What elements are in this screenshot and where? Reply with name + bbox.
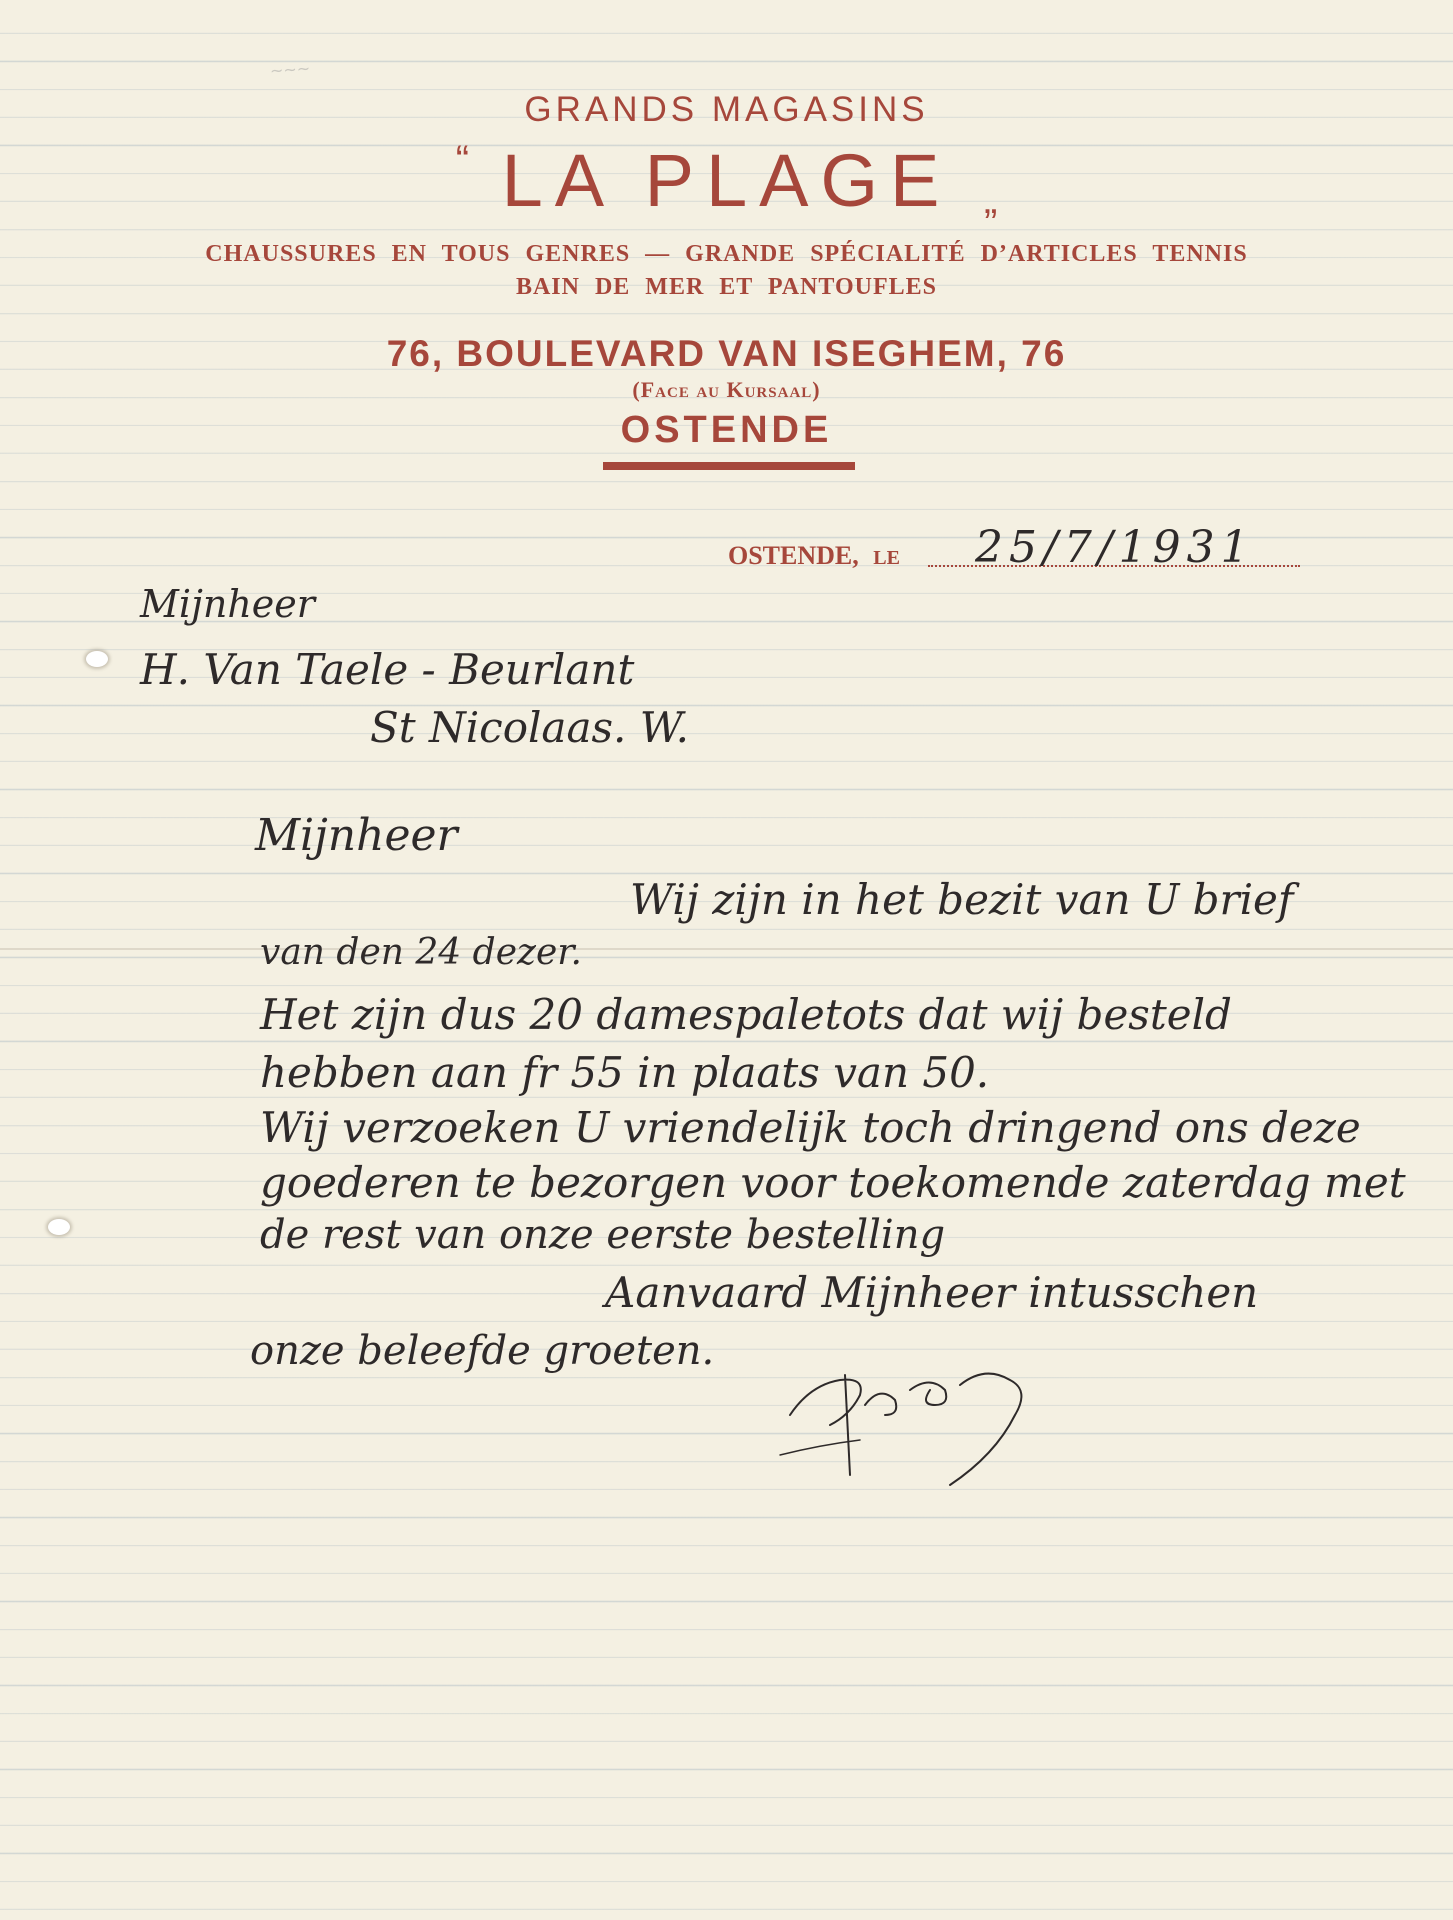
punch-hole bbox=[86, 651, 108, 667]
date-city: OSTENDE, bbox=[728, 541, 859, 570]
company-address: 76, BOULEVARD VAN ISEGHEM, 76 bbox=[386, 333, 1067, 374]
date-label bbox=[728, 541, 900, 571]
tagline-line2: BAIN DE MER ET PANTOUFLES bbox=[515, 274, 938, 300]
letter-closing: Aanvaard Mijnheer intusschen bbox=[605, 1268, 1259, 1317]
tagline-line1: CHAUSSURES EN TOUS GENRES — GRANDE SPÉCIALITÉ D’ARTICLES TENNIS bbox=[205, 241, 1248, 267]
quote-close: „ bbox=[983, 178, 998, 222]
recipient-town: St Nicolaas. W. bbox=[370, 703, 689, 752]
signature-icon bbox=[770, 1345, 1100, 1495]
letter-line: Het zijn dus 20 damespaletots dat wij besteld bbox=[260, 990, 1232, 1039]
recipient-salutation: Mijnheer bbox=[140, 582, 315, 626]
company-name-line bbox=[0, 138, 1453, 223]
punch-hole bbox=[48, 1219, 70, 1235]
letter-line: de rest van onze eerste bestelling bbox=[260, 1212, 946, 1258]
recipient-name: H. Van Taele - Beurlant bbox=[140, 645, 635, 694]
pencil-mark: ~~~ bbox=[269, 58, 311, 81]
date-value: 25/7/1931 bbox=[975, 522, 1255, 573]
fold-line bbox=[0, 948, 1453, 950]
letterhead-rule bbox=[603, 462, 855, 470]
letter-line: hebben aan fr 55 in plaats van 50. bbox=[260, 1048, 990, 1097]
letter-line: Wij verzoeken U vriendelijk toch dringend ons deze bbox=[260, 1103, 1361, 1152]
letter-closing: onze beleefde groeten. bbox=[250, 1328, 715, 1374]
letter-line: Wij zijn in het bezit van U brief bbox=[630, 875, 1294, 924]
date-le: LE bbox=[873, 547, 900, 569]
company-city: OSTENDE bbox=[620, 409, 833, 451]
quote-open: “ bbox=[455, 138, 470, 182]
letter-line: van den 24 dezer. bbox=[260, 932, 582, 973]
company-prefix: GRANDS MAGASINS bbox=[524, 90, 929, 129]
letter-line: goederen te bezorgen voor toekomende zaterdag met bbox=[260, 1158, 1406, 1207]
company-name: LA PLAGE bbox=[501, 139, 952, 222]
address-note: (Face au Kursaal) bbox=[632, 377, 821, 402]
letter-salutation: Mijnheer bbox=[255, 810, 458, 861]
